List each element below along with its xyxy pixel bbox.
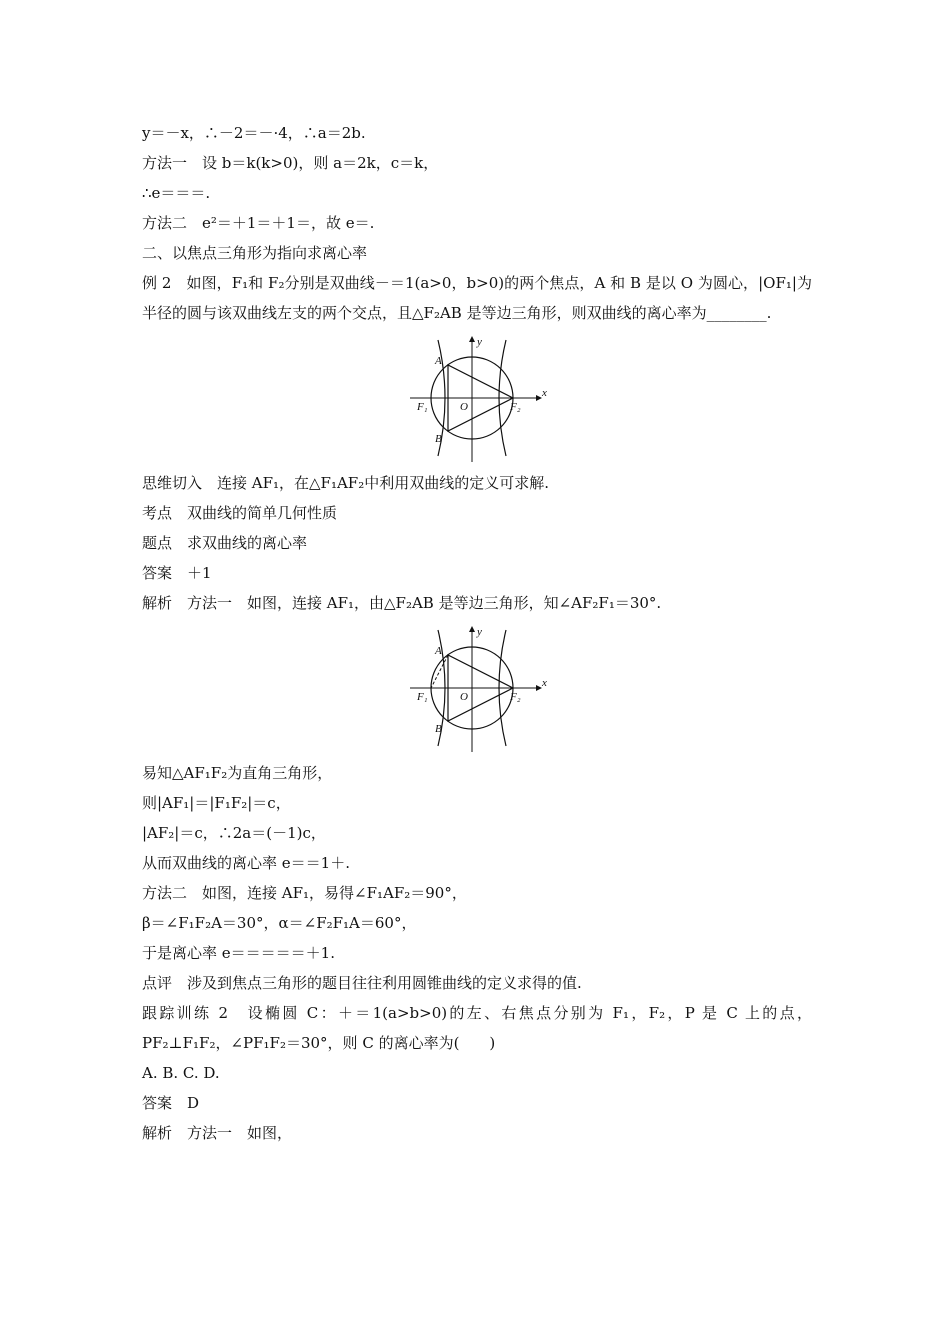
figure-1-hyperbola-circle bbox=[410, 336, 550, 464]
label-o: O bbox=[460, 401, 468, 413]
label-b: B bbox=[435, 433, 442, 445]
text-line: ∴e＝＝＝. bbox=[142, 184, 211, 202]
figure-2-hyperbola-circle bbox=[410, 626, 550, 754]
label-o: O bbox=[460, 691, 468, 703]
text-line: 题点 求双曲线的离心率 bbox=[142, 534, 308, 552]
text-line: y＝－x，∴－2＝－·4，∴a＝2b. bbox=[142, 124, 366, 142]
label-x: x bbox=[542, 387, 547, 399]
label-y: y bbox=[477, 626, 482, 638]
text-line: |AF₂|＝c，∴2a＝(－1)c， bbox=[142, 824, 326, 842]
text-block-mid bbox=[142, 468, 812, 618]
label-f2: F₂ bbox=[510, 691, 521, 703]
label-a: A bbox=[435, 355, 442, 367]
example-2-problem: 例 2 如图，F₁和 F₂分别是双曲线－＝1(a>0，b>0)的两个焦点，A 和 B 是以 O 为圆心，|OF₁|为半径的圆与该双曲线左支的两个交点，且△F₂AB 是等边三角形，则双曲线的离心率为________. bbox=[142, 274, 812, 322]
text-line: 于是离心率 e＝＝＝＝＝＋1. bbox=[142, 944, 335, 962]
text-block-top bbox=[142, 118, 812, 328]
text-line: β＝∠F₁F₂A＝30°，α＝∠F₂F₁A＝60°， bbox=[142, 914, 417, 932]
label-f2: F₂ bbox=[510, 401, 521, 413]
label-y: y bbox=[477, 336, 482, 348]
text-line: 方法一 设 b＝k(k>0)，则 a＝2k，c＝k， bbox=[142, 154, 439, 172]
text-line: 思维切入 连接 AF₁，在△F₁AF₂中利用双曲线的定义可求解. bbox=[142, 474, 550, 492]
text-line: 则|AF₁|＝|F₁F₂|＝c， bbox=[142, 794, 291, 812]
text-line: 方法二 e²＝＋1＝＋1＝，故 e＝. bbox=[142, 214, 375, 232]
text-line: 考点 双曲线的简单几何性质 bbox=[142, 504, 338, 522]
text-line: 方法二 如图，连接 AF₁，易得∠F₁AF₂＝90°， bbox=[142, 884, 467, 902]
text-block-bottom bbox=[142, 758, 812, 1148]
document-page bbox=[142, 118, 812, 1148]
label-a: A bbox=[435, 645, 442, 657]
label-b: B bbox=[435, 723, 442, 735]
text-line: 解析 方法一 如图，连接 AF₁，由△F₂AB 是等边三角形，知∠AF₂F₁＝30°. bbox=[142, 594, 662, 612]
text-line: 点评 涉及到焦点三角形的题目往往利用圆锥曲线的定义求得的值. bbox=[142, 974, 582, 992]
label-f1: F₁ bbox=[417, 401, 428, 413]
text-line: 从而双曲线的离心率 e＝＝1＋. bbox=[142, 854, 350, 872]
text-line: 答案 ＋1 bbox=[142, 564, 212, 582]
text-line: 易知△AF₁F₂为直角三角形， bbox=[142, 764, 333, 782]
tracking-exercise-2: 跟踪训练 2 设椭圆 C：＋＝1(a>b>0)的左、右焦点分别为 F₁，F₂，P 是 C 上的点，PF₂⊥F₁F₂，∠PF₁F₂＝30°，则 C 的离心率为( ) bbox=[142, 1004, 812, 1052]
y-axis-arrow-icon bbox=[469, 336, 475, 342]
label-f1: F₁ bbox=[417, 691, 428, 703]
section-heading: 二、以焦点三角形为指向求离心率 bbox=[142, 244, 368, 262]
y-axis-arrow-icon bbox=[469, 626, 475, 632]
text-line: 答案 D bbox=[142, 1094, 200, 1112]
answer-options: A. B. C. D. bbox=[142, 1064, 220, 1082]
label-x: x bbox=[542, 677, 547, 689]
text-line: 解析 方法一 如图， bbox=[142, 1124, 293, 1142]
